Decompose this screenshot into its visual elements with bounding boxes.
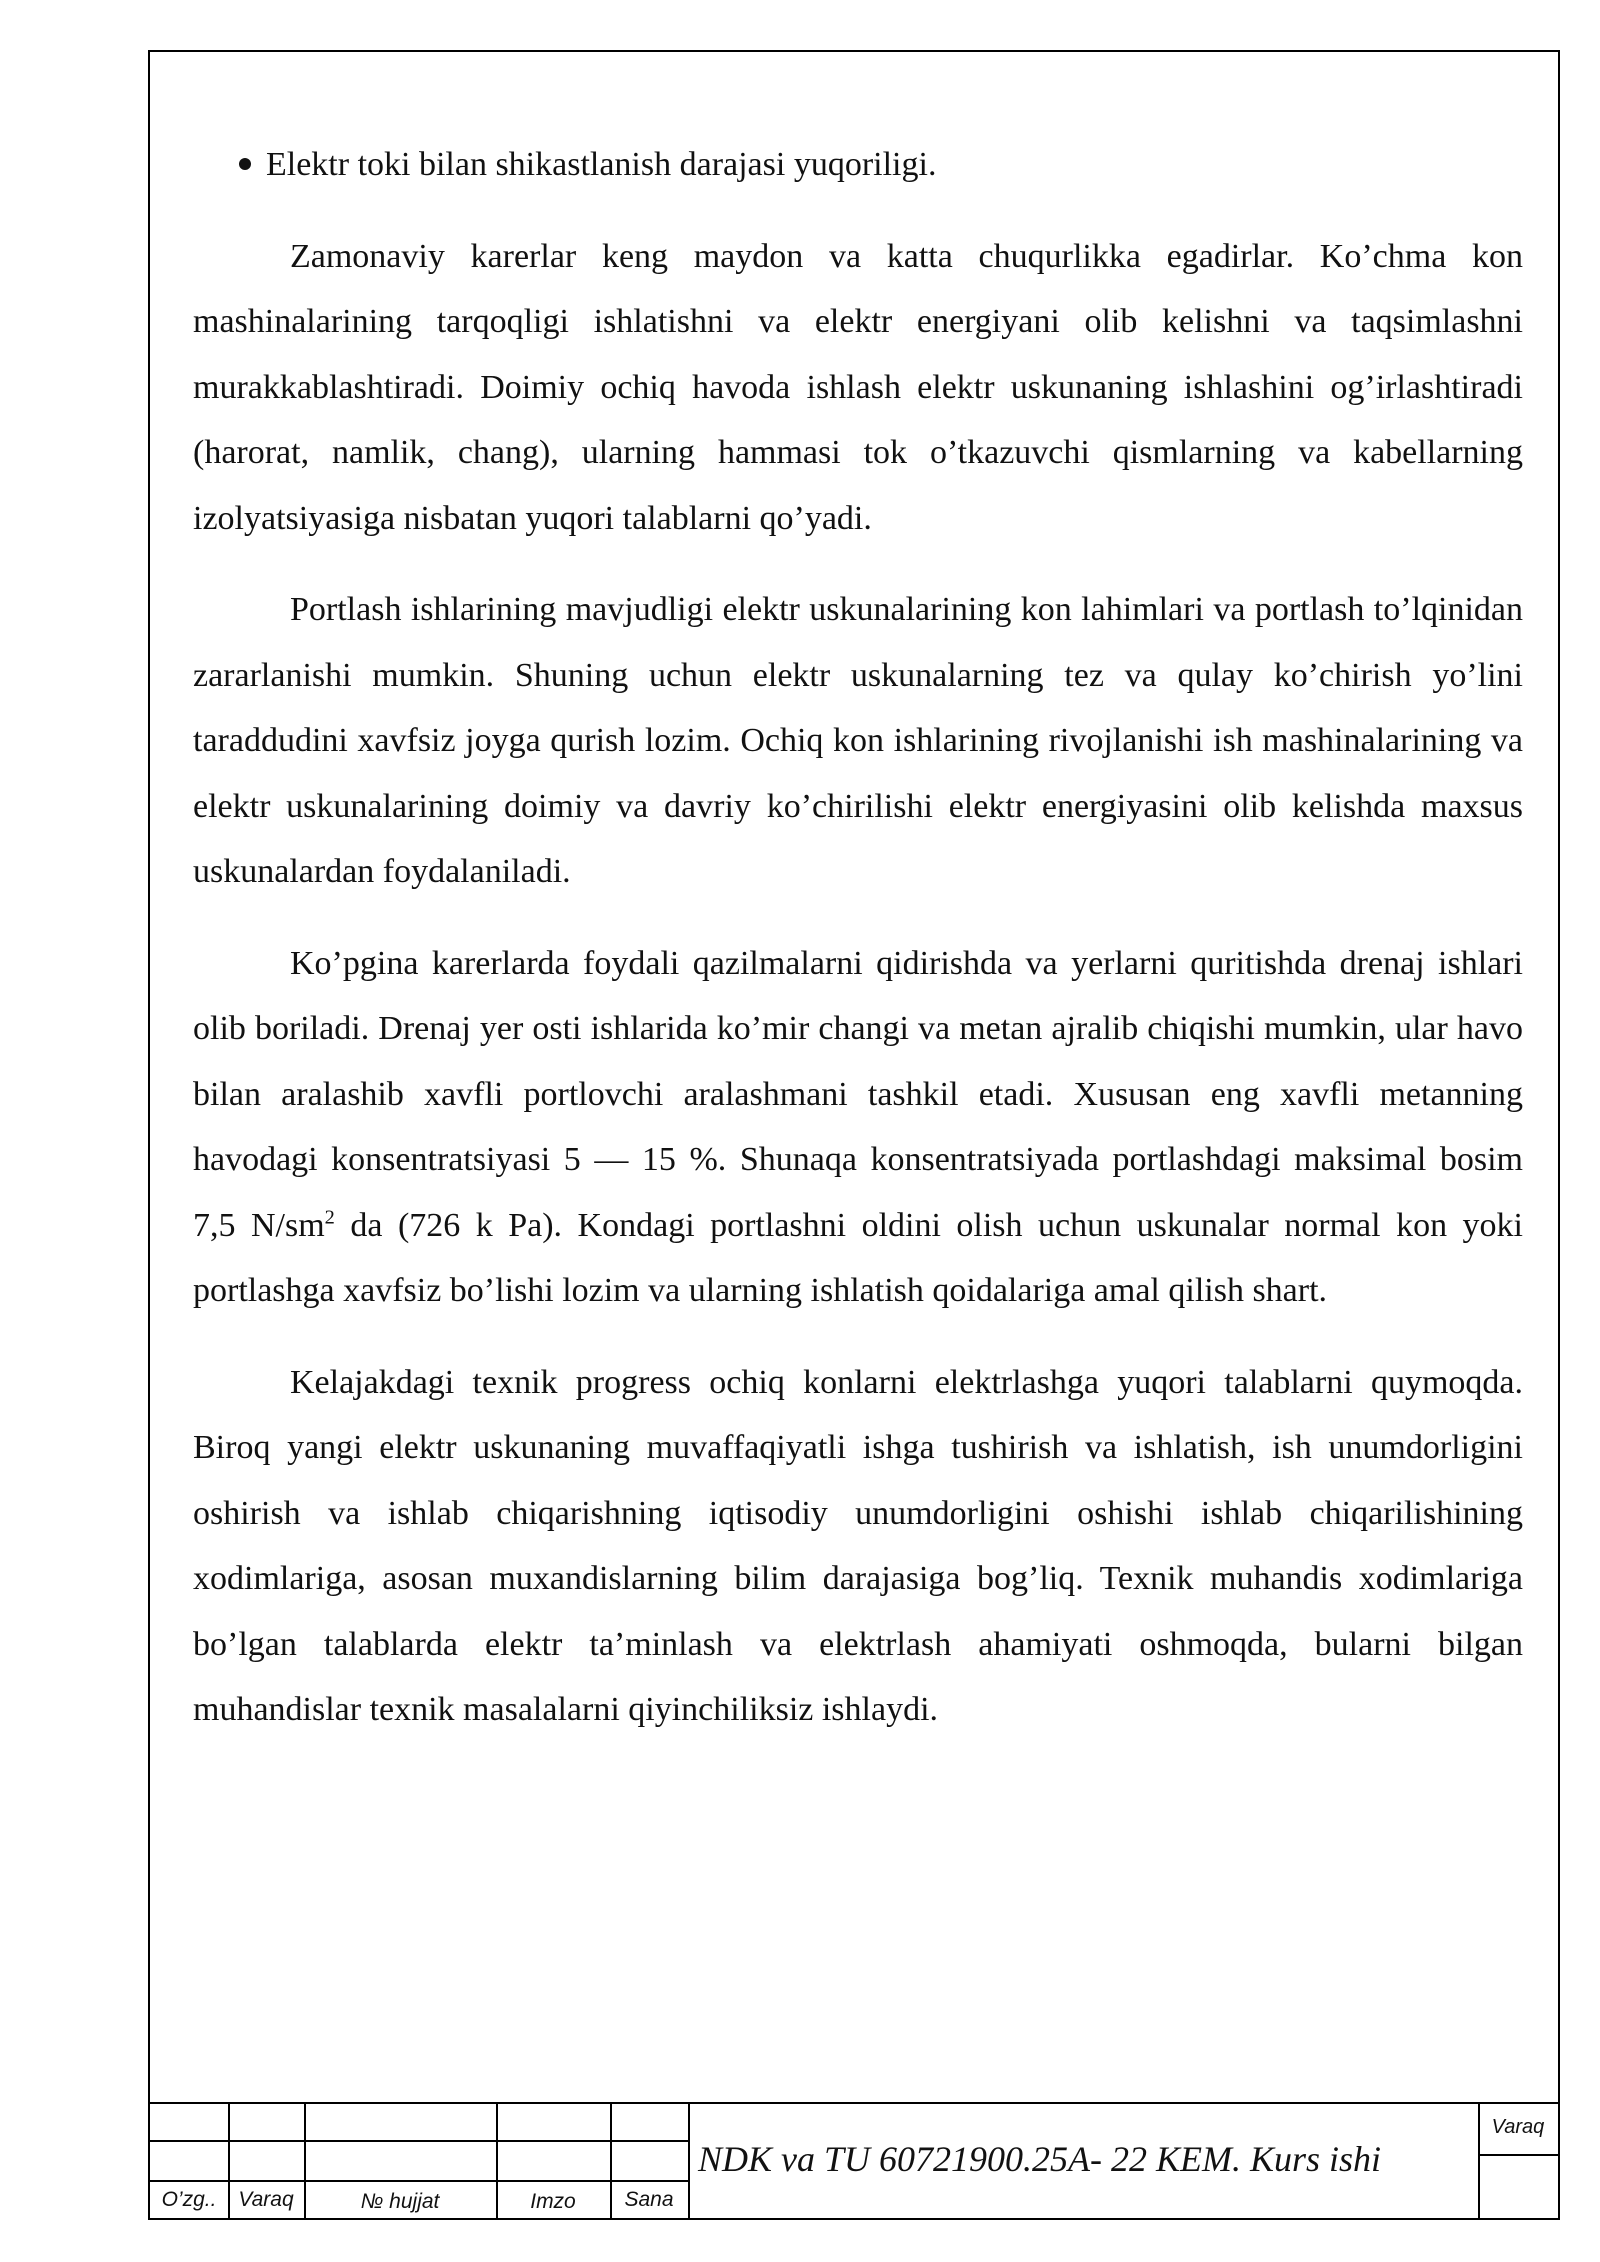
page-frame	[148, 50, 1560, 2220]
paragraph-3	[193, 931, 1523, 1324]
stamp-col-line-5	[688, 2104, 690, 2218]
label-signature: Imzo	[530, 2190, 576, 2213]
stamp-row-line-2	[150, 2180, 688, 2182]
stamp-sheet-line	[1478, 2154, 1558, 2156]
bullet-item	[193, 132, 1523, 198]
superscript-unit: 2	[324, 1206, 335, 1229]
stamp-row-line-1	[150, 2140, 688, 2142]
paragraph-1: Zamonaviy karerlar keng maydon va katta chuqurlikka egadirlar. Ko’chma kon mashinalarining tarqoqligi ishlatishni va elektr energiyani olib kelishni va taqsimlashni murakkablashtiradi. Doimiy ochiq havoda ishlash elektr uskunaning ishlashini og’irlashtiradi (harorat, namlik, chang), ularning hammasi tok o’tkazuvchi qismlarning va kabellarning izolyatsiyasiga nisbatan yuqori talablarni qo’yadi.	[193, 237, 1523, 537]
bullet-text: Elektr toki bilan shikastlanish darajasi yuqoriligi.	[266, 146, 937, 183]
body-text	[193, 132, 1523, 1769]
bullet-dot-icon	[239, 158, 251, 170]
label-date: Sana	[624, 2188, 674, 2211]
label-sheet-number: Varaq	[1491, 2116, 1545, 2138]
paragraph-2: Portlash ishlarining mavjudligi elektr uskunalarining kon lahimlari va portlash to’lqinidan zararlanishi mumkin. Shuning uchun elektr uskunalarning tez va qulay ko’chirish yo’lini taraddudini xavfsiz joyga qurish lozim. Ochiq kon ishlarining rivojlanishi ish mashinalarining va elektr uskunalarining doimiy va davriy ko’chirilishi elektr energiyasini olib kelishda maxsus uskunalardan foydalaniladi.	[193, 591, 1523, 890]
title-block	[150, 2102, 1558, 2218]
document-code: NDK va TU 60721900.25A- 22 KEM. Kurs ishi	[698, 2139, 1382, 2179]
paragraph-3-part-1: Ko’pgina karerlarda foydali qazilmalarni qidirishda va yerlarni quritishda drenaj ishlari olib boriladi. Drenaj yer osti ishlarida ko’mir changi va metan ajralib chiqishi mumkin, ular havo bilan aralashib xavfli portlovchi aralashmani tashkil etadi. Xususan eng xavfli metanning havodagi konsentratsiyasi 5 — 15 %. Shunaqa konsentratsiyada portlashdagi maksimal bosim 7,5 N/sm	[193, 944, 1523, 1244]
label-sheet: Varaq	[238, 2188, 294, 2211]
label-document-number: № hujjat	[360, 2190, 440, 2213]
label-change: O’zg..	[161, 2188, 217, 2211]
paragraph-3-part-2: da (726 k Pa). Kondagi portlashni oldini olish uchun uskunalar normal kon yoki portlashga xavfsiz bo’lishi lozim va ularning ishlatish qoidalariga amal qilish shart.	[193, 1206, 1523, 1309]
paragraph-4: Kelajakdagi texnik progress ochiq konlarni elektrlashga yuqori talablarni quymoqda. Biroq yangi elektr uskunaning muvaffaqiyatli ishga tushirish va ishlatish, ish unumdorligini oshirish va ishlab chiqarishning iqtisodiy unumdorligini oshishi ishlab chiqarilishining xodimlariga, asosan muxandislarning bilim darajasiga bog’liq. Texnik muhandis xodimlariga bo’lgan talablarda elektr ta’minlash va elektrlash ahamiyati oshmoqda, bularni bilgan muhandislar texnik masalalarni qiyinchiliksiz ishlaydi.	[193, 1363, 1523, 1728]
